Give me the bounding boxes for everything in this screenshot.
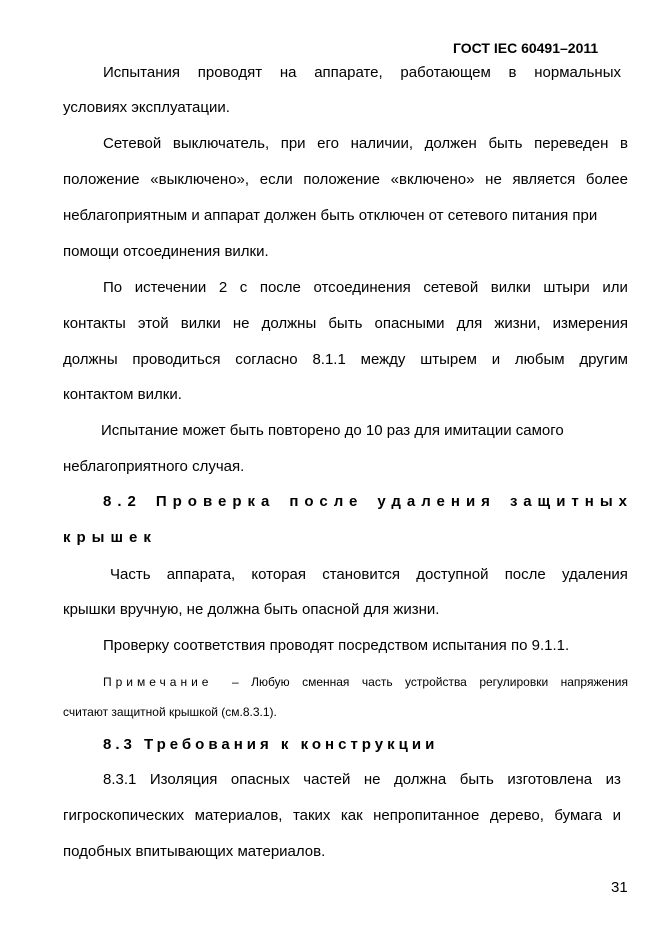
word: и xyxy=(612,807,621,824)
word: бумага xyxy=(554,807,603,824)
p4-line1: Испытание может быть повторено до 10 раз для имитации самого xyxy=(101,422,564,439)
note-label-text: Примечание xyxy=(103,675,213,689)
word: переведен xyxy=(534,135,609,152)
word: доступной xyxy=(416,566,489,583)
word: более xyxy=(585,171,628,188)
word: должны xyxy=(261,315,317,332)
section-number: 8.2 xyxy=(103,493,142,510)
word: непропитанное xyxy=(373,807,480,824)
word: не xyxy=(232,315,250,332)
word: частей xyxy=(303,771,351,788)
word: проводиться xyxy=(132,351,221,368)
section-8-2-heading xyxy=(103,493,633,511)
p3-line3 xyxy=(63,351,628,369)
p4-line2: неблагоприятного случая. xyxy=(63,458,245,475)
word: с xyxy=(239,279,248,296)
word: отсоединения xyxy=(313,279,411,296)
word: при xyxy=(280,135,306,152)
word: аппарате, xyxy=(314,64,383,81)
page-number: 31 xyxy=(611,879,628,896)
word: любым xyxy=(514,351,565,368)
p3-line1 xyxy=(103,279,628,297)
word: изготовлена xyxy=(507,771,593,788)
p2-line3: неблагоприятным и аппарат должен быть отключен от сетевого питания при xyxy=(63,207,598,224)
note-label xyxy=(103,675,212,689)
word: согласно xyxy=(235,351,298,368)
word: защитных xyxy=(509,493,633,510)
word: Сетевой xyxy=(103,135,162,152)
word: 2 xyxy=(218,279,228,296)
word: штырем xyxy=(420,351,477,368)
section-8-2-heading-line2: крышек xyxy=(63,529,157,546)
word: вилки xyxy=(490,279,531,296)
word: должен xyxy=(424,135,477,152)
word: в xyxy=(620,135,628,152)
word: положение xyxy=(303,171,380,188)
section-8-3-heading: 8.3 Требования к конструкции xyxy=(103,736,439,753)
word: – xyxy=(232,675,239,689)
word: удаления xyxy=(377,493,496,510)
word: проводят xyxy=(197,64,263,81)
word: Часть xyxy=(110,566,151,583)
word: аппарата, xyxy=(166,566,236,583)
word: дерево, xyxy=(489,807,544,824)
word: напряжения xyxy=(560,675,628,689)
p7-line2 xyxy=(63,807,621,825)
word: опасными xyxy=(374,315,445,332)
note-line1 xyxy=(232,675,628,689)
p1-line2: условиях эксплуатации. xyxy=(63,99,230,116)
word: «включено» xyxy=(390,171,475,188)
word: нормальных xyxy=(534,64,621,81)
word: удаления xyxy=(561,566,628,583)
word: вилки xyxy=(180,315,221,332)
p1-line1 xyxy=(103,64,621,82)
p2-line2 xyxy=(63,171,628,189)
word: его xyxy=(317,135,339,152)
word: и xyxy=(491,351,501,368)
word: Изоляция xyxy=(149,771,218,788)
clause-number: 8.3.1 xyxy=(103,771,137,788)
word: должны xyxy=(63,351,118,368)
p5-line1 xyxy=(110,566,628,584)
word: материалов, xyxy=(194,807,283,824)
word: которая xyxy=(251,566,307,583)
word: устройства xyxy=(405,675,467,689)
word: из xyxy=(605,771,621,788)
word: 8.1.1 xyxy=(312,351,346,368)
word: на xyxy=(279,64,297,81)
word: в xyxy=(508,64,517,81)
word: сетевой xyxy=(423,279,479,296)
word: выключатель, xyxy=(172,135,270,152)
word: после xyxy=(259,279,301,296)
word: становится xyxy=(322,566,401,583)
word: опасных xyxy=(230,771,290,788)
word: Проверка xyxy=(155,493,276,510)
document-code: ГОСТ IEC 60491–2011 xyxy=(453,40,599,56)
p6-line1: Проверку соответствия проводят посредством испытания по 9.1.1. xyxy=(103,637,570,654)
note-line2: считают защитной крышкой (см.8.3.1). xyxy=(63,705,277,719)
word: после xyxy=(289,493,364,510)
word: положение xyxy=(63,171,140,188)
p5-line2: крышки вручную, не должна быть опасной для жизни. xyxy=(63,601,440,618)
word: истечении xyxy=(134,279,207,296)
word: как xyxy=(340,807,363,824)
word: штыри xyxy=(543,279,590,296)
p2-line1 xyxy=(103,135,628,153)
word: контакты xyxy=(63,315,126,332)
word: гигроскопических xyxy=(63,807,185,824)
word: быть xyxy=(488,135,523,152)
word: таких xyxy=(292,807,331,824)
word: работающем xyxy=(400,64,491,81)
word: после xyxy=(504,566,546,583)
p7-line3: подобных впитывающих материалов. xyxy=(63,843,326,860)
word: между xyxy=(360,351,406,368)
word: должна xyxy=(394,771,447,788)
word: жизни, xyxy=(494,315,541,332)
word: По xyxy=(103,279,123,296)
word: сменная xyxy=(302,675,350,689)
word: для xyxy=(456,315,483,332)
word: наличии, xyxy=(350,135,414,152)
word: если xyxy=(259,171,293,188)
word: другим xyxy=(579,351,628,368)
p3-line4: контактом вилки. xyxy=(63,386,182,403)
word: «выключено», xyxy=(150,171,250,188)
word: часть xyxy=(361,675,393,689)
word: Испытания xyxy=(103,64,181,81)
word: этой xyxy=(137,315,169,332)
word: регулировки xyxy=(479,675,549,689)
word: быть xyxy=(328,315,363,332)
p3-line2 xyxy=(63,315,628,333)
word: быть xyxy=(459,771,494,788)
word: является xyxy=(512,171,576,188)
word: Любую xyxy=(251,675,290,689)
word: не xyxy=(363,771,381,788)
p2-line4: помощи отсоединения вилки. xyxy=(63,243,269,260)
word: не xyxy=(485,171,502,188)
word: или xyxy=(602,279,628,296)
p7-line1 xyxy=(103,771,621,789)
word: измерения xyxy=(552,315,628,332)
